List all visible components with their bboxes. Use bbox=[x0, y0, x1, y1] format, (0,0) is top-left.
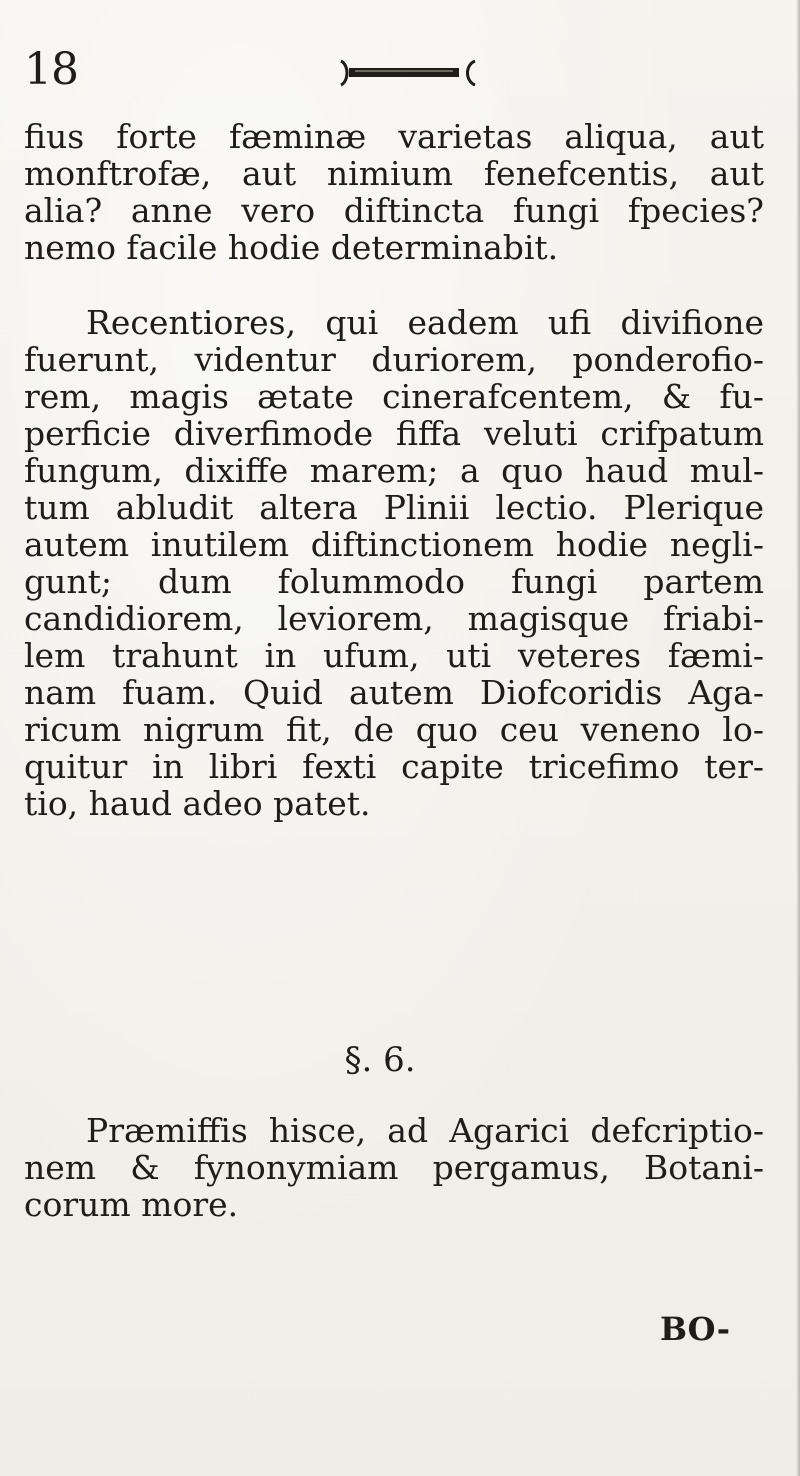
paragraph-2 bbox=[24, 304, 764, 822]
page-edge bbox=[796, 0, 800, 1476]
text-line: fungum, dixiffe marem; a quo haud mul- bbox=[24, 451, 764, 490]
text-line: fius forte fæminæ varietas aliqua, aut bbox=[24, 117, 764, 156]
text-line: monftrofæ, aut nimium fenefcentis, aut bbox=[24, 154, 764, 193]
text-line: rem, magis ætate cinerafcentem, & fu- bbox=[24, 377, 764, 416]
text-line: gunt; dum folummodo fungi partem bbox=[24, 562, 764, 601]
text-line: quitur in libri fexti capite tricefimo ter- bbox=[24, 747, 764, 786]
text-line: Præmiffis hisce, ad Agarici defcriptio- bbox=[86, 1111, 764, 1150]
text-line: tum abludit altera Plinii lectio. Plerique bbox=[24, 488, 764, 527]
text-line: nam fuam. Quid autem Diofcoridis Aga- bbox=[24, 673, 764, 712]
text-line: corum more. bbox=[24, 1185, 239, 1224]
header-ornament bbox=[335, 55, 485, 91]
text-line: perficie diverfimode fiffa veluti crifpatum bbox=[24, 414, 764, 453]
text-line: nemo facile hodie determinabit. bbox=[24, 228, 559, 267]
text-line: Recentiores, qui eadem ufi divifione bbox=[86, 303, 764, 342]
text-line: lem trahunt in ufum, uti veteres fæmi- bbox=[24, 636, 764, 675]
text-line: autem inutilem diftinctionem hodie negli- bbox=[24, 525, 764, 564]
paragraph-1 bbox=[24, 118, 764, 266]
text-line: tio, haud adeo patet. bbox=[24, 784, 371, 823]
main-text bbox=[24, 118, 764, 822]
catchword: BO- bbox=[660, 1310, 730, 1348]
text-line: fuerunt, videntur duriorem, ponderofio- bbox=[24, 340, 764, 379]
text-line: ricum nigrum fit, de quo ceu veneno lo- bbox=[24, 710, 764, 749]
text-line: nem & fynonymiam pergamus, Botani- bbox=[24, 1148, 764, 1187]
text-line: alia? anne vero diftincta fungi fpecies? bbox=[24, 191, 764, 230]
paragraph-3 bbox=[24, 1112, 764, 1223]
section-heading: §. 6. bbox=[344, 1040, 416, 1080]
page-number: 18 bbox=[24, 44, 78, 95]
text-line: candidiorem, leviorem, magisque friabi- bbox=[24, 599, 764, 638]
